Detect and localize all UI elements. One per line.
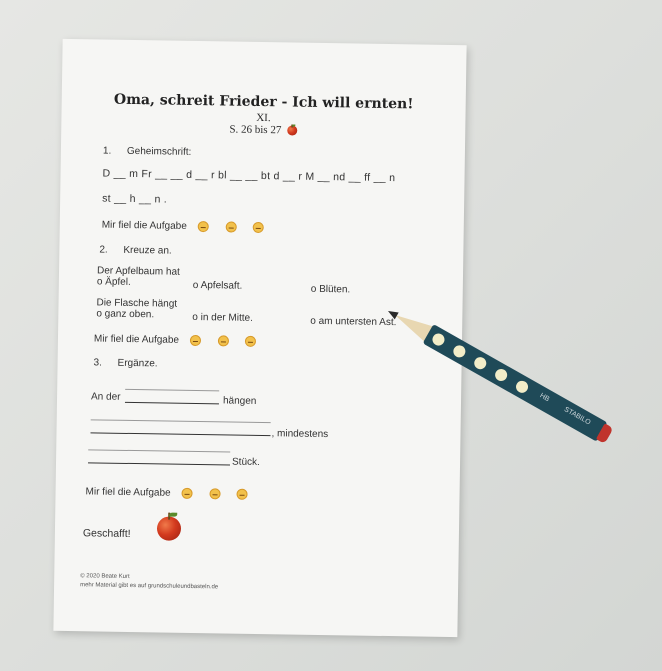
question1: Der Apfelbaum hat: [96, 265, 180, 278]
worksheet-title: Oma, schreit Frieder - Ich will ernten!: [113, 91, 414, 113]
q1-option-3[interactable]: o Blüten.: [310, 283, 351, 296]
q1-option-2[interactable]: o Apfelsaft.: [192, 279, 243, 292]
task3-heading: Ergänze.: [117, 357, 158, 370]
smiley-neutral-icon[interactable]: [217, 335, 228, 346]
task1-number: 1.: [102, 145, 112, 157]
secret-text-line2: st __ h __ n .: [102, 192, 168, 206]
secret-text-line1: D __ m Fr __ __ d __ r bl __ __ bt d __ r M __ nd __ ff __ n: [102, 167, 396, 185]
task3-number: 3.: [93, 357, 103, 369]
pencil-brand: STABILO: [562, 406, 592, 427]
page-range-text: S. 26 bis 27: [229, 123, 282, 137]
rating-row-2: [94, 333, 271, 347]
task2-heading: Kreuze an.: [123, 244, 172, 257]
fill-blank-upper-2: [91, 419, 271, 423]
worksheet-paper: [53, 39, 466, 637]
fill-line1-prefix: An der: [90, 391, 121, 403]
fill-blank-1[interactable]: [125, 402, 219, 404]
task2-number: 2.: [99, 244, 108, 256]
q1-option-1[interactable]: o Äpfel.: [96, 276, 131, 288]
fill-line2-suffix: , mindestens: [271, 428, 329, 441]
pencil-code: HB: [538, 392, 551, 404]
q2-option-1[interactable]: o ganz oben.: [96, 308, 155, 321]
fill-blank-3[interactable]: [88, 462, 230, 465]
smiley-neutral-icon[interactable]: [209, 488, 220, 499]
fill-line1-suffix: hängen: [222, 395, 257, 407]
task1-heading: Geheimschrift:: [126, 145, 192, 158]
done-label: Geschafft!: [82, 527, 131, 540]
fill-line3-suffix: Stück.: [231, 456, 260, 469]
chapter-number: XI.: [256, 111, 271, 125]
rating-label: Mir fiel die Aufgabe: [85, 486, 171, 499]
question2: Die Flasche hängt: [96, 297, 178, 310]
rating-label: Mir fiel die Aufgabe: [93, 333, 180, 346]
fill-blank-upper-1: [125, 389, 219, 391]
fill-blank-2[interactable]: [90, 432, 270, 436]
footer-copyright: © 2020 Beate Kurt: [80, 573, 130, 580]
apple-icon: [287, 126, 297, 136]
rating-row-1: [102, 220, 279, 234]
smiley-happy-icon[interactable]: [190, 335, 201, 346]
smiley-neutral-icon[interactable]: [225, 221, 236, 232]
smiley-happy-icon[interactable]: [198, 221, 209, 232]
smiley-sad-icon[interactable]: [253, 222, 264, 233]
smiley-sad-icon[interactable]: [245, 336, 256, 347]
rating-label: Mir fiel die Aufgabe: [101, 219, 187, 232]
apple-icon: [157, 516, 181, 540]
smiley-sad-icon[interactable]: [237, 489, 248, 500]
smiley-happy-icon[interactable]: [181, 488, 192, 499]
footer-website: mehr Material gibt es auf grundschuleundbasteln.de: [80, 582, 219, 591]
q2-option-2[interactable]: o in der Mitte.: [192, 311, 253, 324]
rating-row-3: [85, 486, 262, 500]
q2-option-3[interactable]: o am untersten Ast.: [310, 315, 397, 329]
fill-blank-upper-3: [88, 449, 230, 452]
